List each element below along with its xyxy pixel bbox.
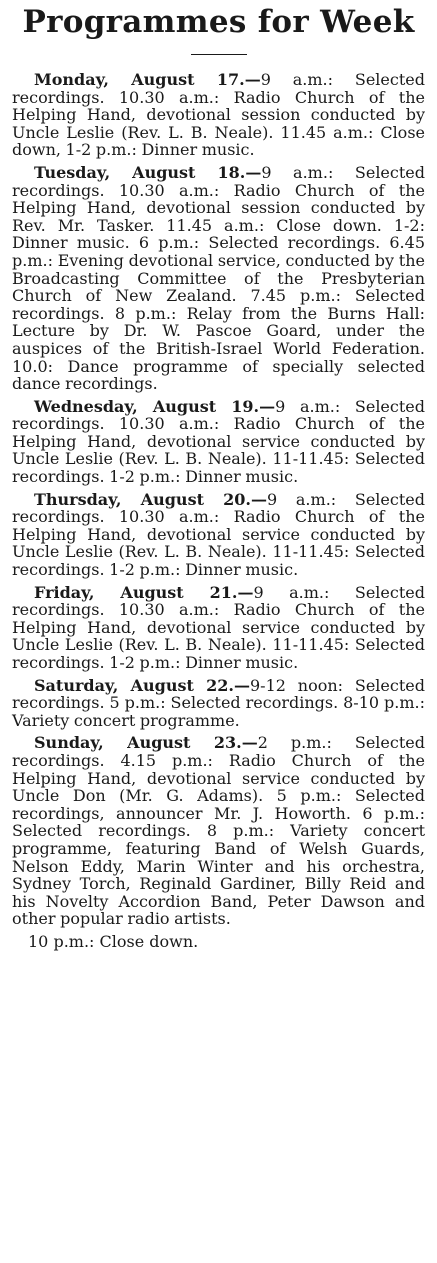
day-heading: Tuesday, August 18.— [34, 162, 262, 182]
programme-entry-saturday [12, 677, 425, 730]
day-heading: Saturday, August 22.— [34, 675, 250, 695]
closing-line: 10 p.m.: Close down. [28, 931, 199, 951]
day-heading: Wednesday, August 19.— [34, 396, 276, 416]
programme-entry-friday [12, 584, 425, 672]
programme-entry-wednesday [12, 398, 425, 486]
programme-text: 9 a.m.: Selected recordings. 10.30 a.m.: Radio Church of the Helping Hand, devotional service conducted by Uncle Leslie (Rev. L. B. Neale). 11-11.45: Selected recordings. 1-2 p.m.: Dinner music. [12, 582, 425, 672]
programme-text: 9-12 noon: Selected recordings. 5 p.m.: Selected recordings. 8-10 p.m.: Variety concert programme. [12, 675, 425, 730]
programme-text: 9 a.m.: Selected recordings. 10.30 a.m.: Radio Church of the Helping Hand, devotional service conducted by Uncle Leslie (Rev. L. B. Neale). 11-11.45: Selected recordings. 1-2 p.m.: Dinner music. [12, 489, 425, 580]
day-heading: Monday, August 17.— [34, 70, 261, 89]
programme-text: 9 a.m.: Selected recordings. 10.30 a.m.: Radio Church of the Helping Hand, devotional service conducted by Uncle Leslie (Rev. L. B. Neale). 11-11.45: Selected recordings. 1-2 p.m.: Dinner music. [12, 396, 425, 487]
programme-text: 2 p.m.: Selected recordings. 4.15 p.m.: Radio Church of the Helping Hand, devotional service conducted by Uncle Don (Mr. G. Adams). 5 p.m.: Selected recordings, announcer Mr. J. Howorth. 6 p.m.: Selected recordings. 8 p.m.: Variety concert programme, featuring Band of Welsh Guards, Nelson Eddy, Marin Winter and his orchestra, Sydney Torch, Reginald Gardiner, Billy Reid and his Novelty Accordion Band, Peter Dawson and other popular radio artists. [12, 733, 425, 929]
title-divider [191, 54, 247, 55]
page-title: Programmes for Week [22, 4, 415, 40]
programme-entry-tuesday [12, 164, 425, 393]
programme-entry-monday [12, 71, 425, 159]
day-heading: Thursday, August 20.— [34, 489, 267, 509]
programme-entry-sunday [12, 734, 425, 928]
day-heading: Sunday, August 23.— [34, 733, 258, 753]
day-heading: Friday, August 21.— [34, 582, 254, 602]
programme-text: 9 a.m.: Selected recordings. 10.30 a.m.: Radio Church of the Helping Hand, devotional session conducted by Uncle Leslie (Rev. L. B. Neale). 11.45 a.m.: Close down, 1-2 p.m.: Dinner music. [12, 70, 425, 160]
programme-text: 9 a.m.: Selected recordings. 10.30 a.m.: Radio Church of the Helping Hand, devotional session conducted by Rev. Mr. Tasker. 11.45 a.m.: Close down. 1-2: Dinner music. 6 p.m.: Selected recordings. 6.45 p.m.: Evening devotional service, conducted by the Broadcasting Committee of the Presbyterian Church of New Zealand. 7.45 p.m.: Selected recordings. 8 p.m.: Relay from the Burns Hall: Lecture by Dr. W. Pascoe Goard, under the auspices of the British-Israel World Federation. 10.0: Dance programme of specially selected dance recordings. [12, 162, 425, 394]
programme-entry-thursday [12, 491, 425, 579]
